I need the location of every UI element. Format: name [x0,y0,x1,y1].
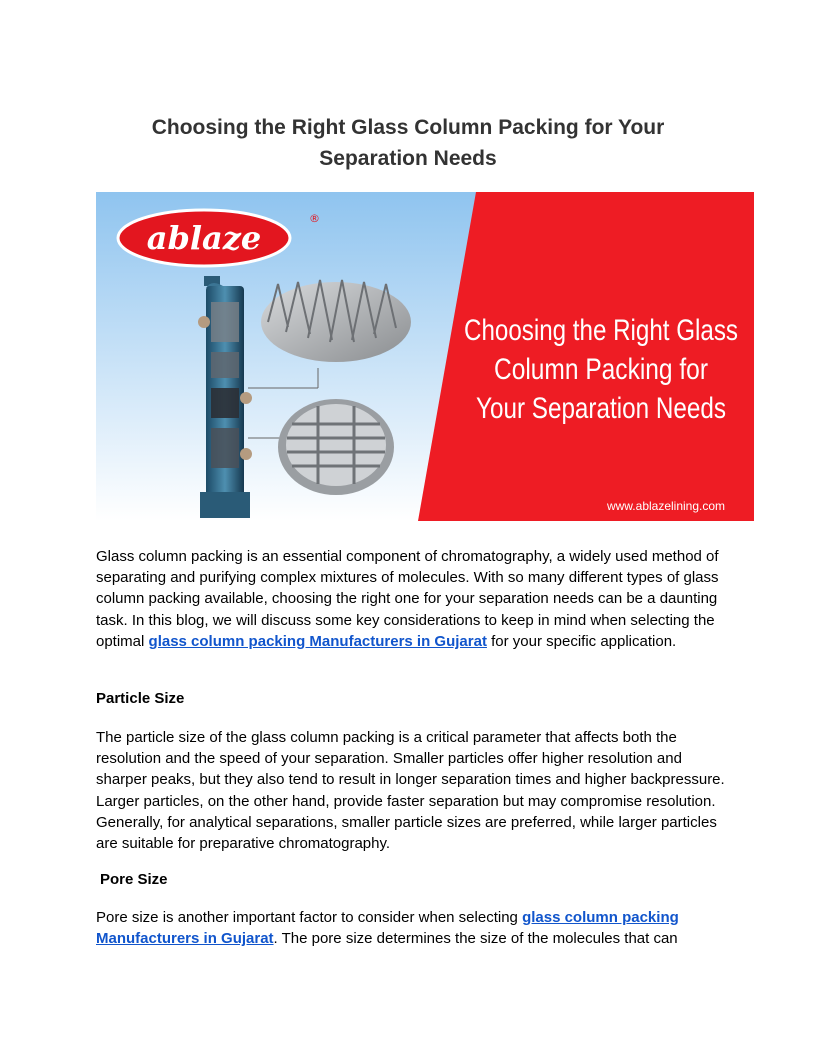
title-line-1: Choosing the Right Glass Column Packing for Your [151,116,665,139]
logo-registered: ® [309,212,320,225]
pore-size-text: Pore size is another important factor to consider when selecting [96,909,523,926]
page-title [96,112,720,174]
pore-size-paragraph [96,907,726,949]
logo-text: ablaze [146,219,262,257]
banner-website: www.ablazelining.com [606,499,726,513]
particle-size-paragraph: The particle size of the glass column packing is a critical parameter that affects both the resolution and the speed of your separation. Smaller particles offer higher resolution and sharper peaks, but they also tend to result in longer separation times and higher backpressure. Larger particles, on the other hand, provide faster separation but may compromise resolution. Generally, for analytical separations, smaller particle sizes are preferred, while larger particles are suitable for preparative chromatography. [96,729,725,853]
banner-headline-line-2: Column Packing for [494,353,708,386]
title-line-2: Separation Needs [319,147,497,170]
pore-size-heading: Pore Size [100,871,168,888]
intro-text: Glass column packing is an essential component of chromatography, a widely used method of separating and purifying complex mixtures of molecules. With so many different types of glass column packing available, choosing the right one for your separation needs can be a daunting task. In this blog, we will discuss some key considerations to keep in mind when selecting the optimal [96,548,719,650]
glass-column-packing-link-1[interactable]: glass column packing Manufacturers in Gujarat [148,632,487,650]
particle-size-heading: Particle Size [96,690,185,707]
banner-image [96,192,754,521]
banner-headline-line-1: Choosing the Right Glass [464,314,738,347]
grid-support-illustration [278,399,394,495]
banner-headline-line-3: Your Separation Needs [476,392,726,425]
glass-column-packing-link-2[interactable]: glass column packing Manufacturers in Gujarat [96,909,679,948]
intro-text-end: for your specific application. [486,632,677,650]
pore-size-text-end: . The pore size determines the size of the molecules that can [273,930,678,948]
banner-headline [464,314,738,425]
intro-paragraph [96,546,726,652]
